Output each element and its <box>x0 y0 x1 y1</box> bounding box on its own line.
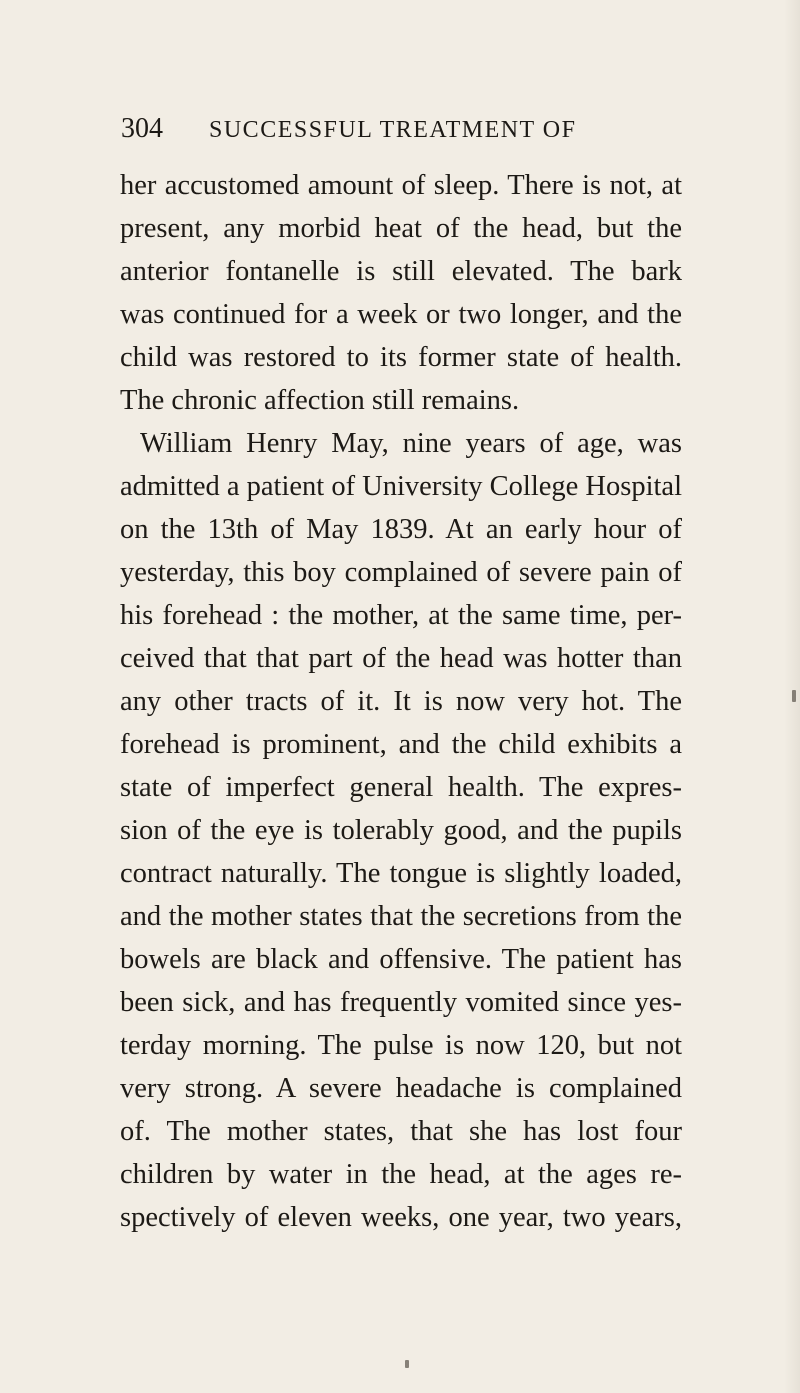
text-line: been sick, and has frequently vomited since yes- <box>120 987 682 1018</box>
text-line: children by water in the head, at the ages re- <box>120 1159 682 1190</box>
text-line: terday morning. The pulse is now 120, but not <box>120 1030 682 1061</box>
text-line: spectively of eleven weeks, one year, two years, <box>120 1202 682 1233</box>
ink-spot <box>405 1360 409 1368</box>
text-line: yesterday, this boy complained of severe pain of <box>120 557 682 588</box>
text-line: on the 13th of May 1839. At an early hour of <box>120 514 682 545</box>
page-number: 304 <box>121 113 163 144</box>
text-line: very strong. A severe headache is complained <box>120 1073 682 1104</box>
text-line: The chronic affection still remains. <box>120 385 520 416</box>
margin-mark <box>792 690 796 702</box>
text-line: any other tracts of it. It is now very hot. The <box>120 686 682 717</box>
text-line: contract naturally. The tongue is slightly loaded, <box>120 858 682 889</box>
text-line: William Henry May, nine years of age, was <box>140 428 682 459</box>
text-line: bowels are black and offensive. The patient has <box>120 944 682 975</box>
text-line: of. The mother states, that she has lost four <box>120 1116 682 1147</box>
running-head: SUCCESSFUL TREATMENT OF <box>209 117 577 143</box>
text-line: ceived that that part of the head was hotter than <box>120 643 682 674</box>
text-line: forehead is prominent, and the child exhibits a <box>120 729 682 760</box>
body-text <box>120 164 682 1239</box>
text-line: his forehead : the mother, at the same time, per- <box>120 600 682 631</box>
page-header <box>121 112 681 146</box>
text-line: was continued for a week or two longer, and the <box>120 299 682 330</box>
text-line: sion of the eye is tolerably good, and the pupils <box>120 815 682 846</box>
text-line: her accustomed amount of sleep. There is not, at <box>120 170 682 201</box>
text-line: present, any morbid heat of the head, but the <box>120 213 682 244</box>
text-line: state of imperfect general health. The expres- <box>120 772 682 803</box>
text-line: admitted a patient of University College Hospital <box>120 471 682 502</box>
text-line: child was restored to its former state of health. <box>120 342 682 373</box>
text-line: anterior fontanelle is still elevated. The bark <box>120 256 682 287</box>
text-line: and the mother states that the secretions from the <box>120 901 682 932</box>
